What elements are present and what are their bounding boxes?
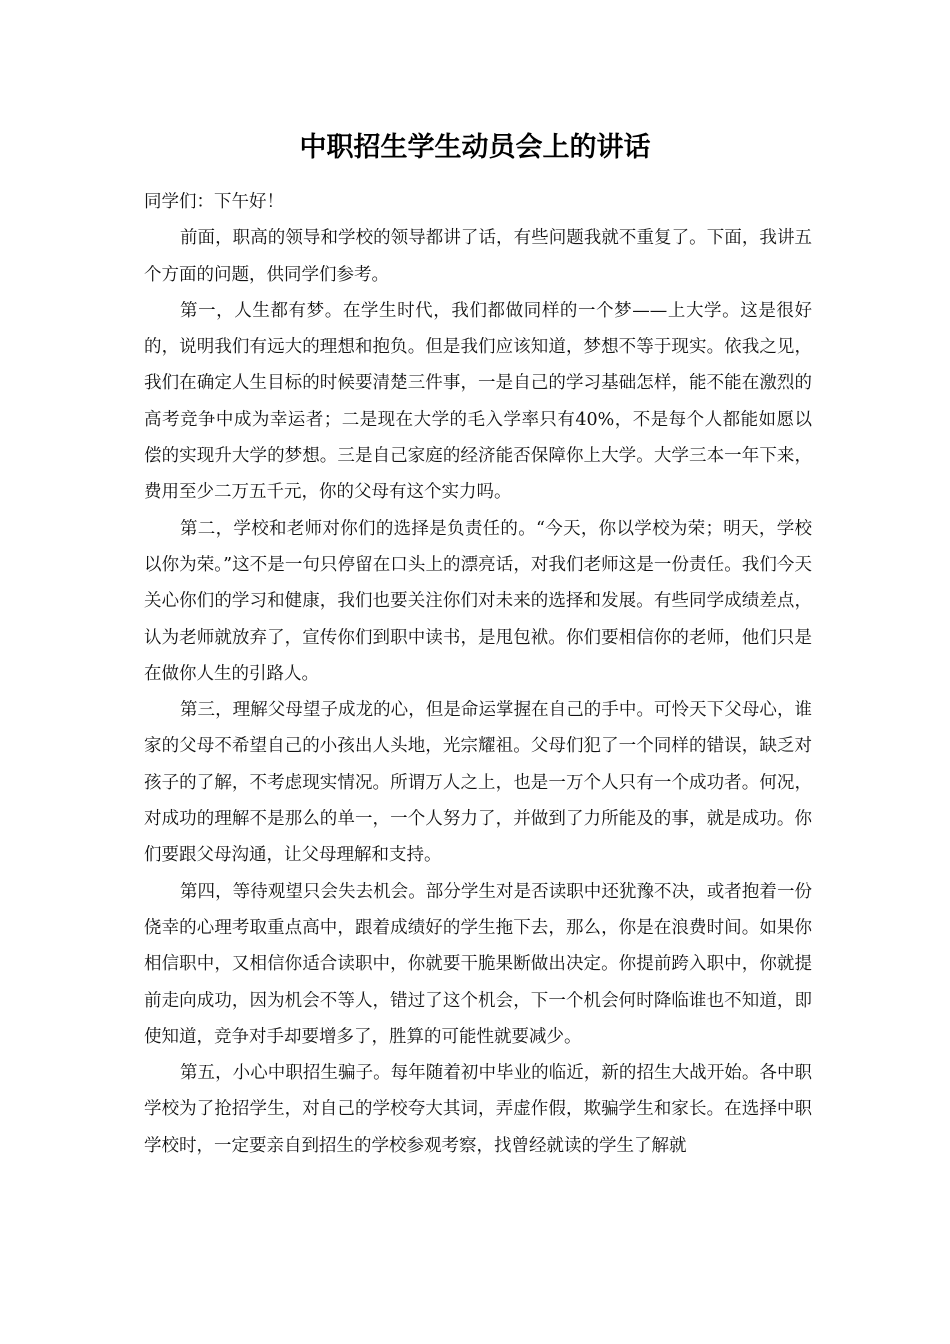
greeting-line: 同学们：下午好！ [144,192,284,212]
paragraph-fifth-point: 第五，小心中职招生骗子。每年随着初中毕业的临近，新的招生大战开始。各中职学校为了抢招学生，对自己的学校夸大其词，弄虚作假，欺骗学生和家长。在选择中职学校时，一定要亲自到招生的学校参观考察，找曾经就读的学生了解就 [144,1063,812,1156]
paragraph-third-point: 第三，理解父母望子成龙的心，但是命运掌握在自己的手中。可怜天下父母心，谁家的父母不希望自己的小孩出人头地，光宗耀祖。父母们犯了一个同样的错误，缺乏对孩子的了解，不考虑现实情况。所谓万人之上，也是一万个人只有一个成功者。何况，对成功的理解不是那么的单一，一个人努力了，并做到了力所能及的事，就是成功。你们要跟父母沟通，让父母理解和支持。 [144,700,812,866]
speech-body [144,184,812,1164]
paragraph-first-point: 第一，人生都有梦。在学生时代，我们都做同样的一个梦——上大学。这是很好的，说明我们有远大的理想和抱负。但是我们应该知道，梦想不等于现实。依我之见，我们在确定人生目标的时候要清楚三件事，一是自己的学习基础怎样，能不能在激烈的高考竞争中成为幸运者；二是现在大学的毛入学率只有40%，不是每个人都能如愿以偿的实现升大学的梦想。三是自己家庭的经济能否保障你上大学。大学三本一年下来，费用至少二万五千元，你的父母有这个实力吗。 [144,300,812,503]
paragraph-fourth-point: 第四，等待观望只会失去机会。部分学生对是否读职中还犹豫不决，或者抱着一份侥幸的心理考取重点高中，跟着成绩好的学生拖下去，那么，你是在浪费时间。如果你相信职中，又相信你适合读职中，你就要干脆果断做出决定。你提前跨入职中，你就提前走向成功，因为机会不等人，错过了这个机会，下一个机会何时降临谁也不知道，即使知道，竞争对手却要增多了，胜算的可能性就要减少。 [144,881,812,1047]
paragraph-second-point: 第二，学校和老师对你们的选择是负责任的。“今天，你以学校为荣；明天，学校以你为荣。”这不是一句只停留在口头上的漂亮话，对我们老师这是一份责任。我们今天关心你们的学习和健康，我们也要关注你们对未来的选择和发展。有些同学成绩差点，认为老师就放弃了，宣传你们到职中读书，是甩包袱。你们要相信你的老师，他们只是在做你人生的引路人。 [144,518,812,684]
paragraph-intro: 前面，职高的领导和学校的领导都讲了话，有些问题我就不重复了。下面，我讲五个方面的问题，供同学们参考。 [144,228,812,285]
page-title: 中职招生学生动员会上的讲话 [299,132,651,163]
